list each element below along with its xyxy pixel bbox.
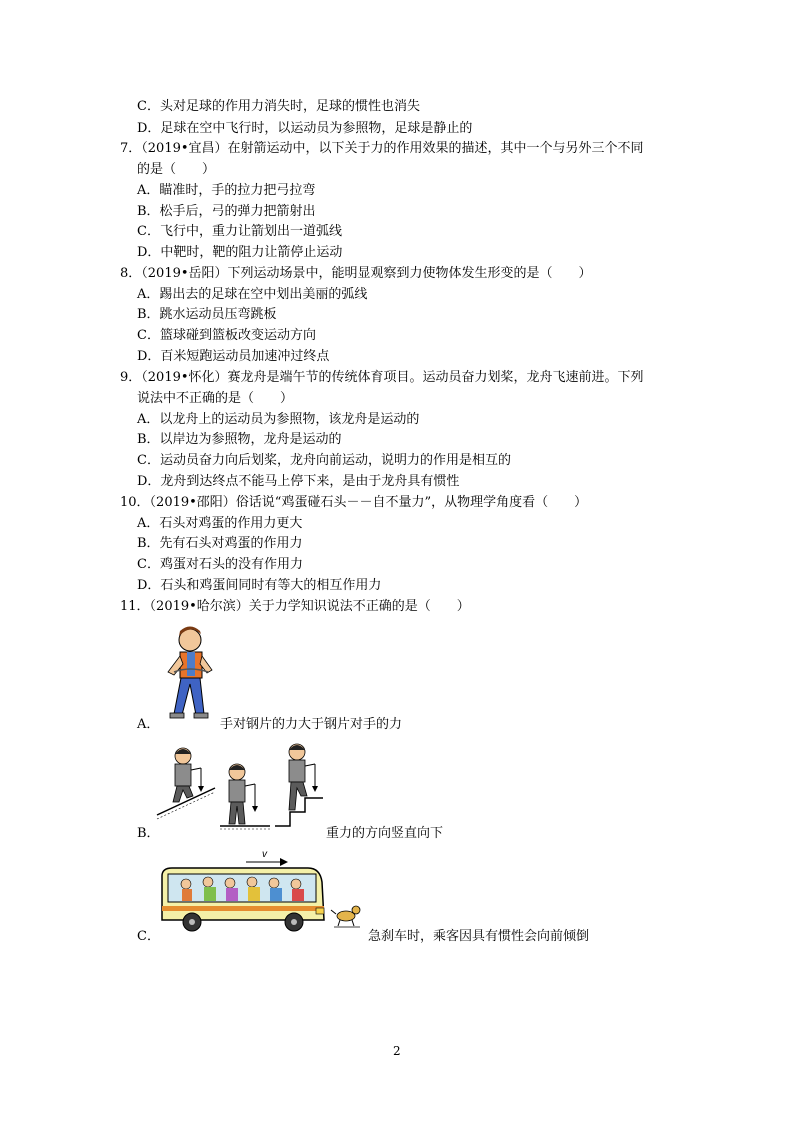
q8-option-b: B．跳水运动员压弯跳板 [137,307,277,322]
q11-option-c-text: 急刹车时，乘客因具有惯性会向前倾倒 [368,929,590,944]
question-8-line1: 8．（2019•岳阳）下列运动场景中，能明显观察到力使物体发生形变的是（ ） [120,266,592,281]
q7-option-c: C．飞行中，重力让箭划出一道弧线 [137,224,342,239]
q11-option-b-text: 重力的方向竖直向下 [326,826,444,841]
figure-person-bending-strip [160,622,220,722]
bus-velocity-label: v [262,849,267,860]
q8-option-c: C．篮球碰到篮板改变运动方向 [137,328,316,343]
q9-option-c: C．运动员奋力向后划桨，龙舟向前运动，说明力的作用是相互的 [137,453,511,468]
page-number: 2 [393,1044,401,1058]
figure-bus-braking [158,848,363,938]
q9-option-d: D．龙舟到达终点不能马上停下来，是由于龙舟具有惯性 [137,474,460,489]
question-7-line1: 7．（2019•宜昌）在射箭运动中，以下关于力的作用效果的描述，其中一个与另外三个不同 [120,141,644,156]
q11-option-c-letter: C． [137,929,160,944]
option-c-prev: C．头对足球的作用力消失时，足球的惯性也消失 [137,99,420,114]
q11-option-a-text: 手对钢片的力大于钢片对手的力 [220,717,403,732]
q7-option-b: B．松手后，弓的弹力把箭射出 [137,204,316,219]
question-9-line1: 9．（2019•怀化）赛龙舟是端午节的传统体育项目。运动员奋力划桨，龙舟飞速前进。下列 [120,370,644,385]
q8-option-d: D．百米短跑运动员加速冲过终点 [137,349,330,364]
q9-option-a: A．以龙舟上的运动员为参照物，该龙舟是运动的 [137,412,420,427]
q10-option-c: C．鸡蛋对石头的没有作用力 [137,557,303,572]
q7-option-a: A．瞄准时，手的拉力把弓拉弯 [137,183,316,198]
q11-option-a-letter: A． [137,717,160,732]
q10-option-a: A．石头对鸡蛋的作用力更大 [137,516,303,531]
q10-option-b: B．先有石头对鸡蛋的作用力 [137,536,303,551]
q11-option-b-letter: B． [137,826,160,841]
q7-option-d: D．中靶时，靶的阻力让箭停止运动 [137,245,343,260]
q8-option-a: A．踢出去的足球在空中划出美丽的弧线 [137,287,368,302]
option-d-prev: D．足球在空中飞行时，以运动员为参照物，足球是静止的 [137,121,473,136]
q10-option-d: D．石头和鸡蛋间同时有等大的相互作用力 [137,578,382,593]
figure-gravity-direction [155,740,330,830]
q9-option-b: B．以岸边为参照物，龙舟是运动的 [137,432,342,447]
question-11-line1: 11．（2019•哈尔滨）关于力学知识说法不正确的是（ ） [120,599,470,614]
question-9-line2: 说法中不正确的是（ ） [137,391,294,406]
question-7-line2: 的是（ ） [137,162,216,177]
question-10-line1: 10．（2019•邵阳）俗话说“鸡蛋碰石头－－自不量力”，从物理学角度看（ ） [120,495,588,510]
